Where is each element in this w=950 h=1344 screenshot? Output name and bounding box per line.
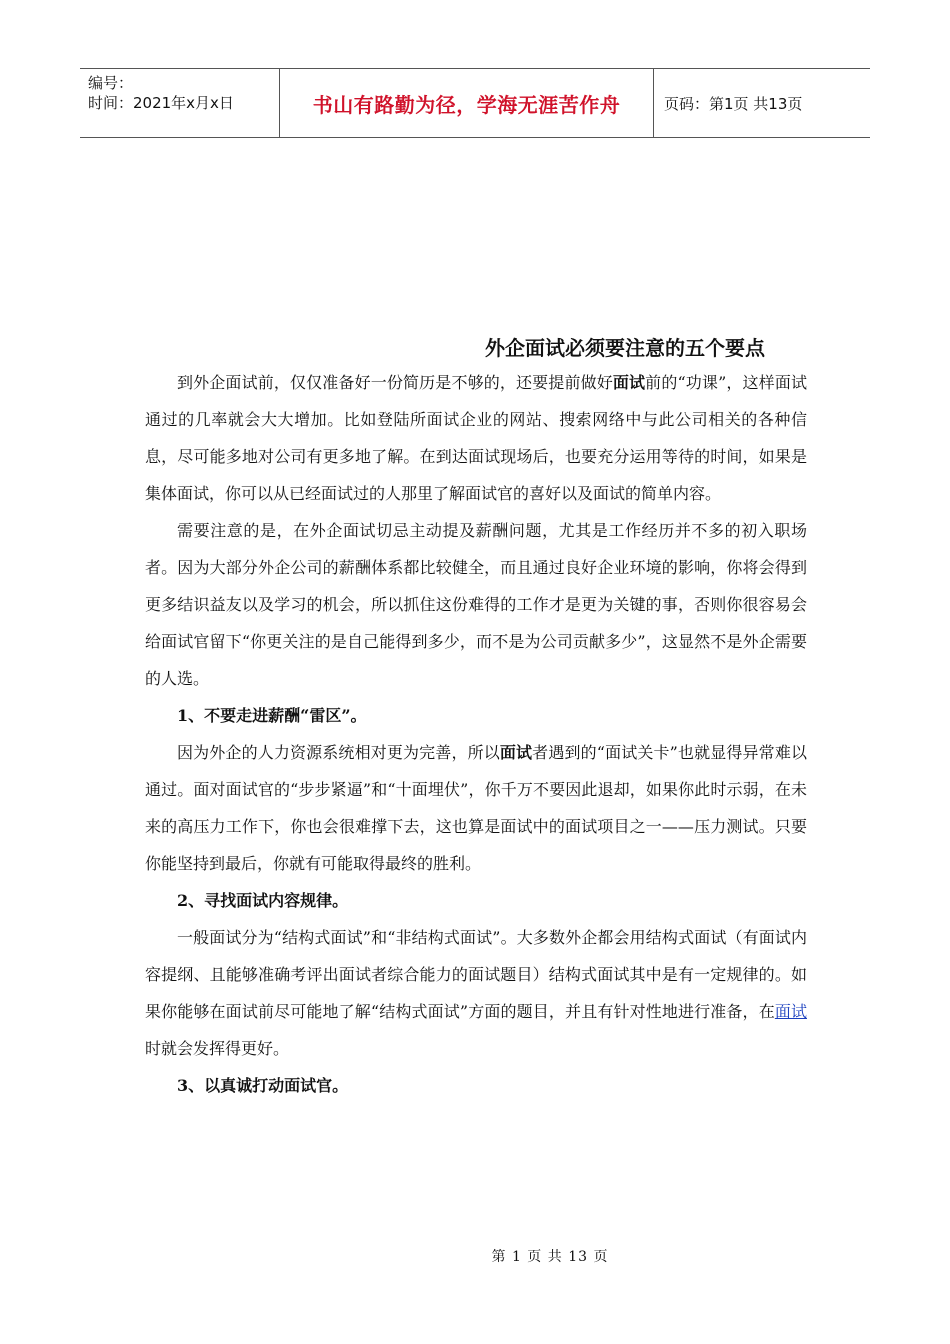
header-motto-cell [280,69,654,137]
paragraph-text: 者遇到的“面试关卡”也就显得异常难以通过。面对面试官的“步步紧逼”和“十面埋伏”，你千万不要因此退却，如果你此时示弱，在未来的高压力工作下，你也会很难撑下去，这也算是面试中的面试项目之一——压力测试。只要你能坚持到最后，你就有可能取得最终的胜利。 [145,743,807,873]
bold-term: 面试 [612,373,646,392]
section-heading-2: 2、寻找面试内容规律。 [177,891,349,910]
paragraph-text: 因为外企的人力资源系统相对更为完善，所以 [177,743,500,762]
footer-page-number: 第 1 页 共 13 页 [491,1249,609,1265]
document-title: 外企面试必须要注意的五个要点 [485,336,765,360]
paragraph-3 [145,734,807,882]
date-label: 时间：2021年x月x日 [88,94,234,112]
section-heading-1: 1、不要走进薪酬“雷区”。 [177,706,367,725]
document-body [145,364,807,1104]
page-info: 页码：第1页 共13页 [664,94,803,113]
header-meta-cell [80,69,280,137]
paragraph-text: 前的“功课”，这样面试通过的几率就会大大增加。比如登陆所面试企业的网站、搜索网络中与此公司相关的各种信息，尽可能多地对公司有更多地了解。在到达面试现场后，也要充分运用等待的时间，如果是集体面试，你可以从已经面试过的人那里了解面试官的喜好以及面试的简单内容。 [145,373,807,503]
number-label: 编号： [88,74,134,92]
header-page-cell [654,69,870,137]
paragraph-2: 需要注意的是，在外企面试切忌主动提及薪酬问题，尤其是工作经历并不多的初入职场者。因为大部分外企公司的薪酬体系都比较健全，而且通过良好企业环境的影响，你将会得到更多结识益友以及学习的机会，所以抓住这份难得的工作才是更为关键的事，否则你很容易会给面试官留下“你更关注的是自己能得到多少，而不是为公司贡献多少”，这显然不是外企需要的人选。 [145,521,807,688]
paragraph-text: 一般面试分为“结构式面试”和“非结构式面试”。大多数外企都会用结构式面试（有面试内容提纲、且能够准确考评出面试者综合能力的面试题目）结构式面试其中是有一定规律的。如果你能够在面试前尽可能地了解“结构式面试”方面的题目，并且有针对性地进行准备，在 [145,928,807,1021]
interview-link[interactable]: 面试 [774,1002,807,1021]
document-header [80,68,870,138]
paragraph-4 [145,919,807,1067]
page-footer [0,1246,950,1266]
paragraph-text: 时就会发挥得更好。 [145,1039,290,1058]
section-heading-3: 3、以真诚打动面试官。 [177,1076,349,1095]
paragraph-text: 到外企面试前，仅仅准备好一份简历是不够的，还要提前做好 [177,373,613,392]
paragraph-1 [145,364,807,512]
motto-text: 书山有路勤为径，学海无涯苦作舟 [312,92,621,117]
bold-term: 面试 [499,743,533,762]
